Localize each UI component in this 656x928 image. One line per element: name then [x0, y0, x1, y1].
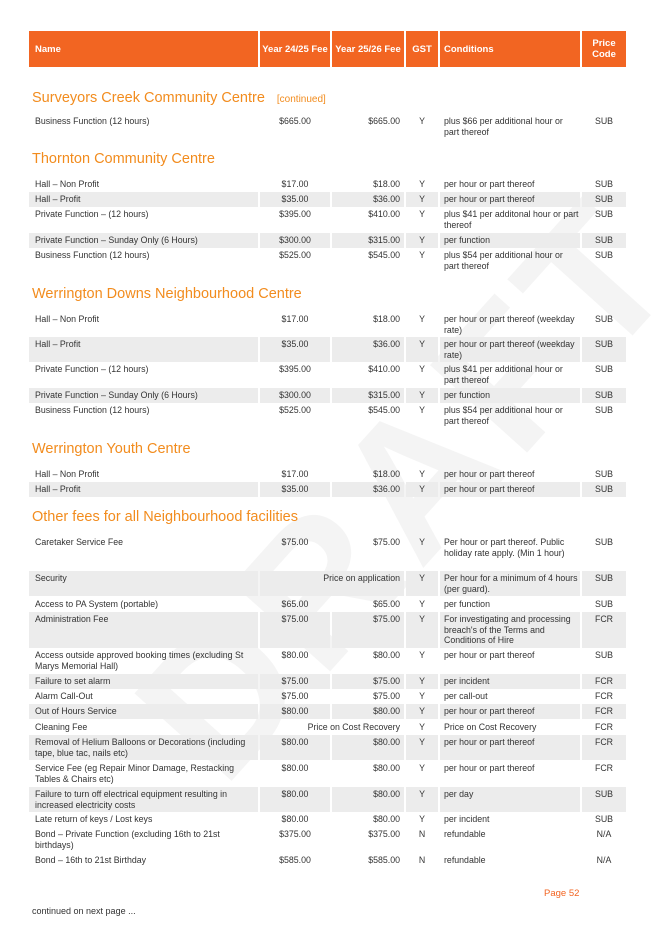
cell-year2: $18.00	[373, 179, 400, 189]
section-title-other-fees: Other fees for all Neighbourhood facilities	[32, 509, 298, 525]
table-row	[29, 689, 626, 704]
table-row	[29, 787, 626, 812]
cell-price-code: FCR	[594, 691, 614, 701]
cell-gst: Y	[406, 482, 438, 497]
cell-name: Hall – Non Profit	[35, 469, 100, 479]
cell-year2: $75.00	[373, 537, 400, 547]
cell-conditions: plus $66 per additional hour or part thereof	[444, 116, 563, 137]
table-header	[29, 31, 626, 67]
cell-gst: Y	[419, 179, 425, 189]
cell-year1: $395.00	[279, 209, 311, 219]
cell-name: Out of Hours Service	[29, 704, 258, 719]
cell-price-code: SUB	[582, 337, 626, 362]
table-row	[29, 233, 626, 248]
cell-price-code: FCR	[594, 722, 614, 732]
cell-gst: Y	[419, 364, 425, 374]
cell-year2: $410.00	[368, 209, 400, 219]
cell-price-code: N/A	[596, 855, 612, 865]
cell-year2: $65.00	[373, 599, 400, 609]
cell-conditions: per function	[440, 388, 580, 403]
cell-name: Alarm Call-Out	[35, 691, 93, 701]
cell-conditions: per hour or part thereof	[440, 192, 580, 207]
cell-year2: $545.00	[368, 405, 400, 415]
table-row	[29, 312, 626, 337]
cell-gst: Y	[419, 691, 425, 701]
section-title-thornton: Thornton Community Centre	[32, 151, 215, 167]
cell-year2: $18.00	[373, 469, 400, 479]
cell-conditions: plus $41 per additional hour or part thereof	[444, 364, 563, 385]
header-conditions: Conditions	[440, 31, 580, 67]
cell-gst: Y	[406, 233, 438, 248]
cell-year2: $75.00	[332, 674, 404, 689]
cell-year1: $525.00	[279, 405, 311, 415]
cell-year1: $80.00	[260, 735, 330, 760]
cell-year1: $80.00	[281, 814, 309, 824]
cell-conditions: per function	[444, 599, 490, 609]
section-title-werrington-downs: Werrington Downs Neighbourhood Centre	[32, 286, 302, 302]
cell-price-code: SUB	[594, 250, 614, 260]
cell-gst: Y	[419, 650, 425, 660]
cell-gst: Y	[406, 735, 438, 760]
cell-conditions: per hour or part thereof (weekday rate)	[440, 337, 580, 362]
cell-price-code: SUB	[594, 116, 614, 126]
cell-year2: $18.00	[373, 314, 400, 324]
cell-name: Access to PA System (portable)	[35, 599, 159, 609]
header-year1-fee: Year 24/25 Fee	[260, 31, 330, 67]
cell-conditions: Per hour or part thereof. Public holiday rate apply. (Min 1 hour)	[444, 537, 565, 558]
cell-year2: $80.00	[332, 787, 404, 812]
cell-name: Security	[29, 571, 258, 596]
table-row	[29, 248, 626, 273]
cell-price-code: SUB	[594, 814, 614, 824]
cell-conditions: For investigating and processing breach's of the Terms and Conditions of Hire	[440, 612, 580, 648]
cell-conditions: per hour or part thereof	[444, 763, 535, 773]
cell-name: Private Function – Sunday Only (6 Hours)	[29, 233, 258, 248]
header-year2-fee: Year 25/26 Fee	[332, 31, 404, 67]
cell-year2: $36.00	[332, 337, 404, 362]
cell-price-code: SUB	[582, 388, 626, 403]
cell-year1: $375.00	[279, 829, 311, 839]
cell-year1: $17.00	[281, 179, 309, 189]
cell-gst: Y	[419, 814, 425, 824]
cell-price-code: FCR	[582, 704, 626, 719]
table-row	[29, 482, 626, 497]
cell-year2: $80.00	[373, 814, 400, 824]
cell-gst: Y	[406, 787, 438, 812]
page-number: Page 52	[544, 888, 580, 899]
cell-fee-span: Price on application	[260, 571, 404, 596]
cell-conditions: plus $41 per additonal hour or part thereof	[444, 209, 579, 230]
cell-year1: $80.00	[260, 787, 330, 812]
cell-year2: $80.00	[332, 735, 404, 760]
cell-year1: $75.00	[260, 674, 330, 689]
cell-name: Failure to set alarm	[29, 674, 258, 689]
cell-gst: Y	[419, 314, 425, 324]
cell-year2: $80.00	[373, 650, 400, 660]
section-title-text: Surveyors Creek Community Centre	[32, 90, 265, 106]
cell-gst: Y	[406, 674, 438, 689]
cell-name: Removal of Helium Balloons or Decorations (including tape, blue tac, nails etc)	[29, 735, 258, 760]
cell-year1: $75.00	[281, 537, 309, 547]
cell-name: Service Fee (eg Repair Minor Damage, Restacking Tables & Chairs etc)	[35, 763, 234, 784]
cell-gst: Y	[419, 469, 425, 479]
cell-conditions: plus $54 per additional hour or part thereof	[444, 250, 563, 271]
cell-name: Bond – 16th to 21st Birthday	[35, 855, 147, 865]
cell-gst: Y	[419, 405, 425, 415]
cell-conditions: per hour or part thereof	[440, 735, 580, 760]
cell-gst: Y	[406, 612, 438, 648]
cell-year1: $65.00	[281, 599, 309, 609]
cell-name: Access outside approved booking times (excluding St Marys Memorial Hall)	[35, 650, 244, 671]
cell-year2: $36.00	[332, 192, 404, 207]
table-row	[29, 337, 626, 362]
cell-name: Hall – Profit	[29, 482, 258, 497]
cell-year1: $525.00	[279, 250, 311, 260]
table-row	[29, 735, 626, 760]
cell-year2: $36.00	[332, 482, 404, 497]
table-row	[29, 612, 626, 648]
cell-gst: Y	[406, 388, 438, 403]
cell-conditions: per hour or part thereof	[444, 469, 535, 479]
table-row	[29, 535, 626, 560]
cell-conditions: refundable	[444, 829, 486, 839]
cell-gst: Y	[419, 763, 425, 773]
cell-year1: $585.00	[279, 855, 311, 865]
cell-conditions: Per hour for a minimum of 4 hours (per guard).	[440, 571, 580, 596]
cell-conditions: per incident	[444, 814, 490, 824]
cell-year1: $35.00	[260, 337, 330, 362]
cell-year1: $80.00	[260, 704, 330, 719]
header-price-code: Price Code	[582, 31, 626, 67]
cell-price-code: SUB	[582, 787, 626, 812]
cell-price-code: FCR	[582, 612, 626, 648]
cell-price-code: SUB	[594, 314, 614, 324]
cell-name: Private Function – (12 hours)	[35, 364, 149, 374]
table-row	[29, 571, 626, 596]
cell-conditions: plus $54 per additional hour or part thereof	[444, 405, 563, 426]
cell-name: Bond – Private Function (excluding 16th to 21st birthdays)	[35, 829, 220, 850]
cell-conditions: per function	[440, 233, 580, 248]
cell-gst: Y	[419, 250, 425, 260]
cell-name: Private Function – Sunday Only (6 Hours)	[29, 388, 258, 403]
cell-year1: $75.00	[281, 691, 309, 701]
cell-price-code: SUB	[594, 179, 614, 189]
cell-conditions: per hour or part thereof	[440, 704, 580, 719]
cell-year2: $80.00	[332, 704, 404, 719]
cell-name: Business Function (12 hours)	[35, 116, 150, 126]
cell-year2: $315.00	[332, 233, 404, 248]
cell-name: Hall – Non Profit	[35, 314, 100, 324]
cell-name: Business Function (12 hours)	[35, 250, 150, 260]
table-row	[29, 192, 626, 207]
cell-conditions: per hour or part thereof	[444, 650, 535, 660]
cell-price-code: FCR	[582, 674, 626, 689]
cell-conditions: per call-out	[444, 691, 488, 701]
cell-year2: $665.00	[368, 116, 400, 126]
table-row	[29, 704, 626, 719]
section-title-werrington-youth: Werrington Youth Centre	[32, 441, 191, 457]
cell-price-code: SUB	[594, 469, 614, 479]
cell-conditions: refundable	[444, 855, 486, 865]
cell-gst: Y	[406, 192, 438, 207]
cell-gst: Y	[419, 722, 425, 732]
table-row	[29, 114, 626, 139]
table-row	[29, 177, 626, 192]
cell-price-code: N/A	[596, 829, 612, 839]
table-row	[29, 597, 626, 612]
cell-fee-span: Price on Cost Recovery	[307, 722, 400, 732]
cell-year2: $545.00	[368, 250, 400, 260]
cell-name: Private Function – (12 hours)	[35, 209, 149, 219]
cell-year2: $410.00	[368, 364, 400, 374]
cell-name: Late return of keys / Lost keys	[35, 814, 153, 824]
cell-gst: Y	[419, 116, 425, 126]
cell-price-code: SUB	[594, 405, 614, 415]
cell-price-code: FCR	[594, 763, 614, 773]
cell-name: Caretaker Service Fee	[35, 537, 124, 547]
cell-year1: $80.00	[281, 763, 309, 773]
cell-price-code: SUB	[582, 571, 626, 596]
table-row	[29, 674, 626, 689]
cell-conditions: per incident	[440, 674, 580, 689]
cell-year1: $665.00	[279, 116, 311, 126]
cell-year2: $315.00	[332, 388, 404, 403]
cell-price-code: SUB	[594, 599, 614, 609]
table-row	[29, 827, 626, 852]
cell-price-code: SUB	[594, 209, 614, 219]
cell-year1: $35.00	[260, 192, 330, 207]
cell-year1: $395.00	[279, 364, 311, 374]
cell-name: Administration Fee	[29, 612, 258, 648]
cell-conditions: per hour or part thereof	[444, 179, 535, 189]
cell-conditions: per day	[440, 787, 580, 812]
header-gst: GST	[406, 31, 438, 67]
table-row	[29, 388, 626, 403]
section-title-surveyors	[32, 90, 326, 106]
table-row	[29, 362, 626, 387]
cell-year1: $17.00	[281, 314, 309, 324]
cell-gst: Y	[419, 537, 425, 547]
table-row	[29, 648, 626, 673]
continued-label: [continued]	[276, 94, 326, 105]
cell-price-code: SUB	[582, 482, 626, 497]
cell-name: Hall – Profit	[29, 192, 258, 207]
cell-price-code: SUB	[582, 233, 626, 248]
cell-gst: Y	[406, 704, 438, 719]
cell-year1: $300.00	[260, 388, 330, 403]
continued-note: continued on next page ...	[32, 906, 136, 916]
header-name: Name	[29, 31, 258, 67]
cell-price-code: SUB	[594, 650, 614, 660]
table-row	[29, 467, 626, 482]
cell-gst: Y	[406, 571, 438, 596]
table-row	[29, 812, 626, 827]
cell-gst: Y	[419, 599, 425, 609]
cell-name: Business Function (12 hours)	[35, 405, 150, 415]
cell-year1: $300.00	[260, 233, 330, 248]
cell-gst: Y	[406, 337, 438, 362]
table-row	[29, 720, 626, 735]
cell-name: Failure to turn off electrical equipment resulting in increased electricity costs	[29, 787, 258, 812]
cell-name: Cleaning Fee	[35, 722, 88, 732]
cell-year1: $80.00	[281, 650, 309, 660]
cell-year1: $17.00	[281, 469, 309, 479]
cell-year1: $35.00	[260, 482, 330, 497]
cell-gst: N	[418, 829, 426, 839]
cell-year2: $75.00	[373, 691, 400, 701]
table-row	[29, 403, 626, 428]
cell-year1: $75.00	[260, 612, 330, 648]
cell-conditions: per hour or part thereof (weekday rate)	[444, 314, 575, 335]
cell-price-code: SUB	[594, 537, 614, 547]
cell-year2: $80.00	[373, 763, 400, 773]
cell-year2: $585.00	[368, 855, 400, 865]
table-row	[29, 761, 626, 786]
table-row	[29, 853, 626, 868]
cell-conditions: Price on Cost Recovery	[444, 722, 537, 732]
cell-year2: $75.00	[332, 612, 404, 648]
cell-price-code: SUB	[582, 192, 626, 207]
table-row	[29, 207, 626, 232]
cell-price-code: FCR	[582, 735, 626, 760]
cell-conditions: per hour or part thereof	[440, 482, 580, 497]
cell-name: Hall – Non Profit	[35, 179, 100, 189]
cell-price-code: SUB	[594, 364, 614, 374]
cell-name: Hall – Profit	[29, 337, 258, 362]
cell-gst: N	[418, 855, 426, 865]
cell-gst: Y	[419, 209, 425, 219]
cell-year2: $375.00	[368, 829, 400, 839]
